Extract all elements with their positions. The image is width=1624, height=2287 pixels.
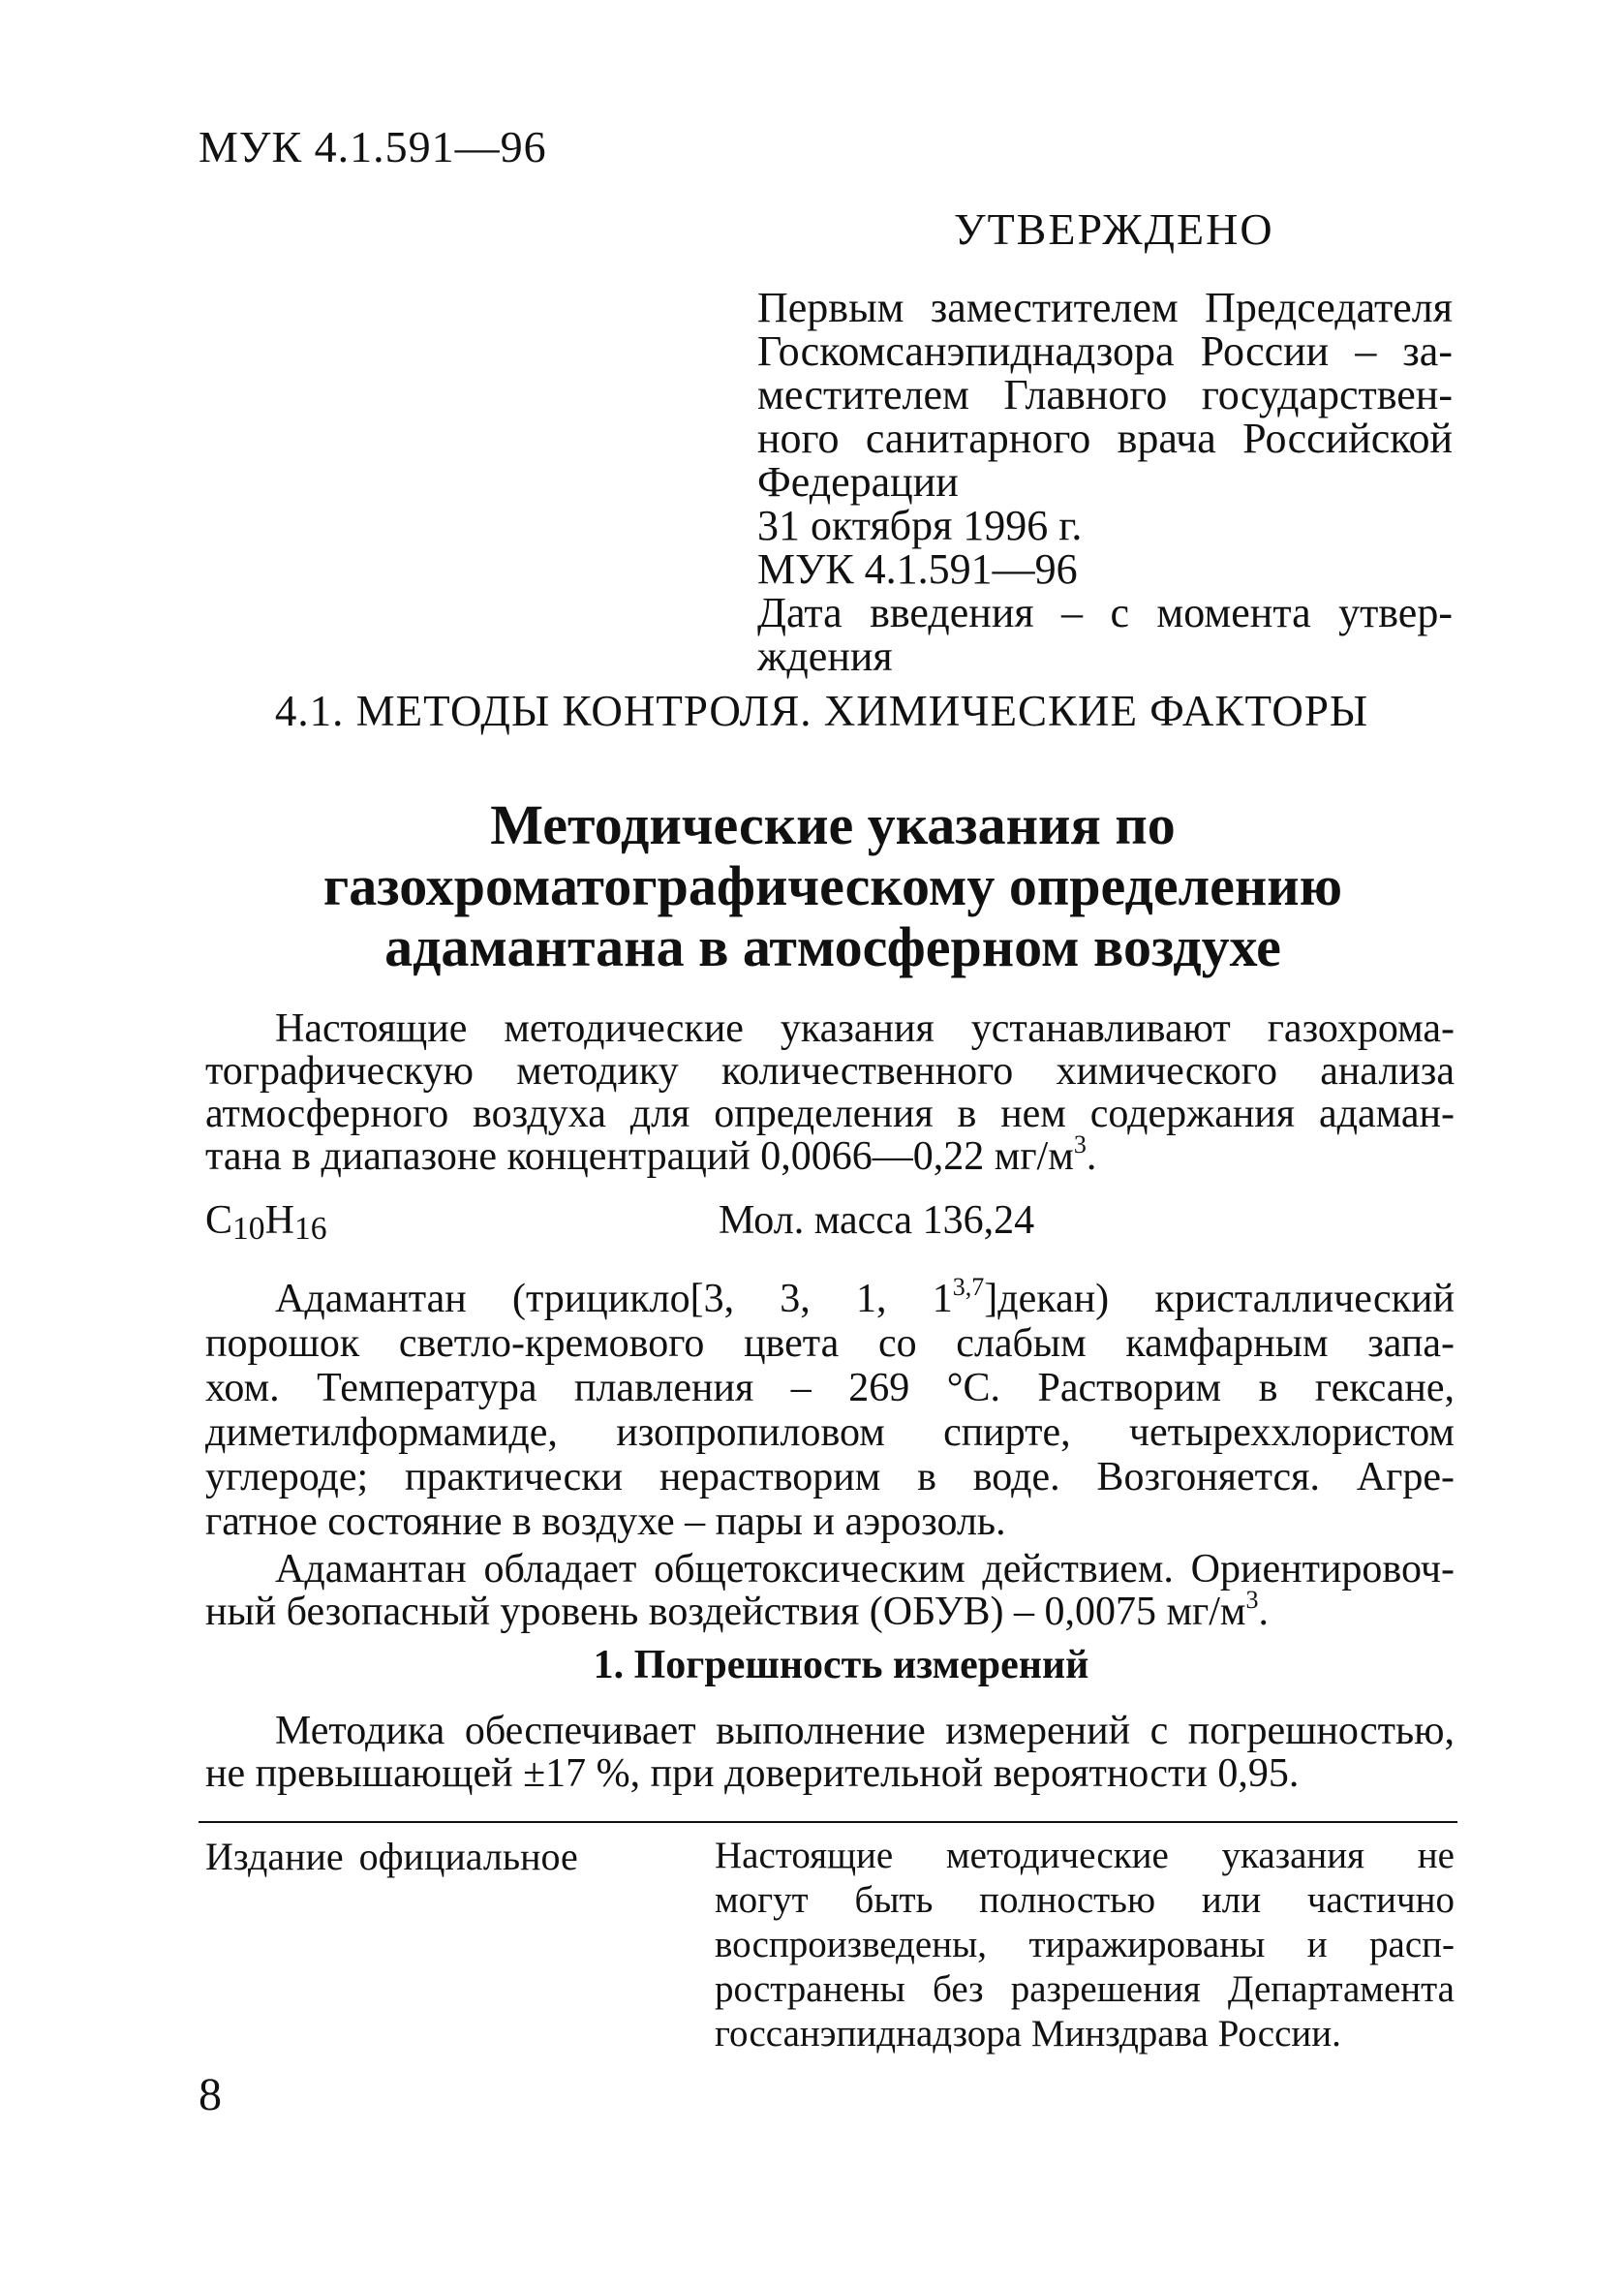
title-line: Методические указания по [490, 793, 1176, 856]
edition-label: Издание официальное [205, 1835, 578, 1878]
copyright-notice [715, 1834, 1455, 2056]
title-line: газохроматографическому определению [322, 854, 1343, 917]
approval-code: МУК 4.1.591—96 [757, 545, 1078, 593]
approval-line: Госкомсанэпиднадзора России – за- [757, 327, 1453, 375]
text-line: ный безопасный уровень воздействия (ОБУВ) – 0,0075 $мг/м^3$. [205, 1586, 1270, 1634]
text-line: хом. Температура плавления – 269 °С. Растворим в гексане, [205, 1366, 1455, 1410]
text-line: Настоящие методические указания устанавливают газохрома- [275, 1006, 1455, 1051]
notice-line: могут быть полностью или частично [715, 1879, 1455, 1921]
notice-line: ространены без разрешения Департамента [715, 1968, 1455, 2010]
footer-divider [199, 1821, 1457, 1823]
section-heading: 4.1. МЕТОДЫ КОНТРОЛЯ. ХИМИЧЕСКИЕ ФАКТОРЫ [274, 687, 1369, 735]
notice-line: госсанэпиднадзора Минздрава России. [715, 2013, 1341, 2055]
approval-line: Федерации [757, 458, 959, 506]
approval-line: ждения [757, 633, 893, 680]
text-line: Методика обеспечивает выполнение измерений с погрешностью, [275, 1709, 1455, 1753]
approval-date: 31 октября 1996 г. [757, 502, 1083, 549]
approval-line: Дата введения – с момента утвер- [757, 589, 1453, 636]
approval-line: Первым заместителем Председателя [757, 284, 1453, 331]
intro-paragraph [205, 1007, 1455, 1178]
approval-title: УТВЕРЖДЕНО [954, 204, 1274, 254]
approval-line: ного санитарного врача Российской [757, 415, 1453, 462]
text-line: атмосферного воздуха для определения в нем содержания адаман- [205, 1092, 1455, 1136]
approval-block [757, 286, 1453, 678]
text-line: порошок светло-кремового цвета со слабым камфарным запа- [205, 1321, 1455, 1366]
approval-line: местителем Главного государствен- [757, 371, 1453, 418]
accuracy-paragraph [205, 1710, 1455, 1795]
document-code: МУК 4.1.591—96 [199, 122, 547, 171]
section-1-heading: 1. Погрешность измерений [593, 1643, 1089, 1687]
text-line: тана в диапазоне концентраций 0,0066—0,22 $мг/м^3$. [205, 1130, 1097, 1179]
page-number: 8 [199, 2069, 222, 2120]
text-line: не превышающей ±17 %, при доверительной вероятности 0,95. [205, 1751, 1300, 1796]
description-paragraph [205, 1273, 1455, 1544]
document-title [291, 794, 1375, 977]
molar-mass: Мол. масса 136,24 [719, 1198, 1035, 1243]
notice-line: воспроизведены, тиражированы и расп- [715, 1924, 1455, 1965]
title-line: адамантана в атмосферном воздухе [384, 915, 1281, 978]
text-line: Адамантан (трицикло[3, 3, 1, 1$^{3,7}$]декан) кристаллический [275, 1273, 1455, 1321]
text-line: Адамантан обладает общетоксическим действием. Ориентировоч- [275, 1547, 1455, 1592]
chemical-formula: $C_{10}H_{16}$ [205, 1198, 327, 1248]
text-line: тографическую методику количественного химического анализа [205, 1049, 1455, 1094]
text-line: диметилформамиде, изопропиловом спирте, четыреххлористом [205, 1410, 1455, 1455]
text-line: углероде; практически нерастворим в воде. Возгоняется. Агре- [205, 1455, 1455, 1499]
text-line: гатное состояние в воздухе – пары и аэрозоль. [205, 1499, 1006, 1544]
toxicity-paragraph [205, 1548, 1455, 1633]
notice-line: Настоящие методические указания не [715, 1835, 1455, 1876]
